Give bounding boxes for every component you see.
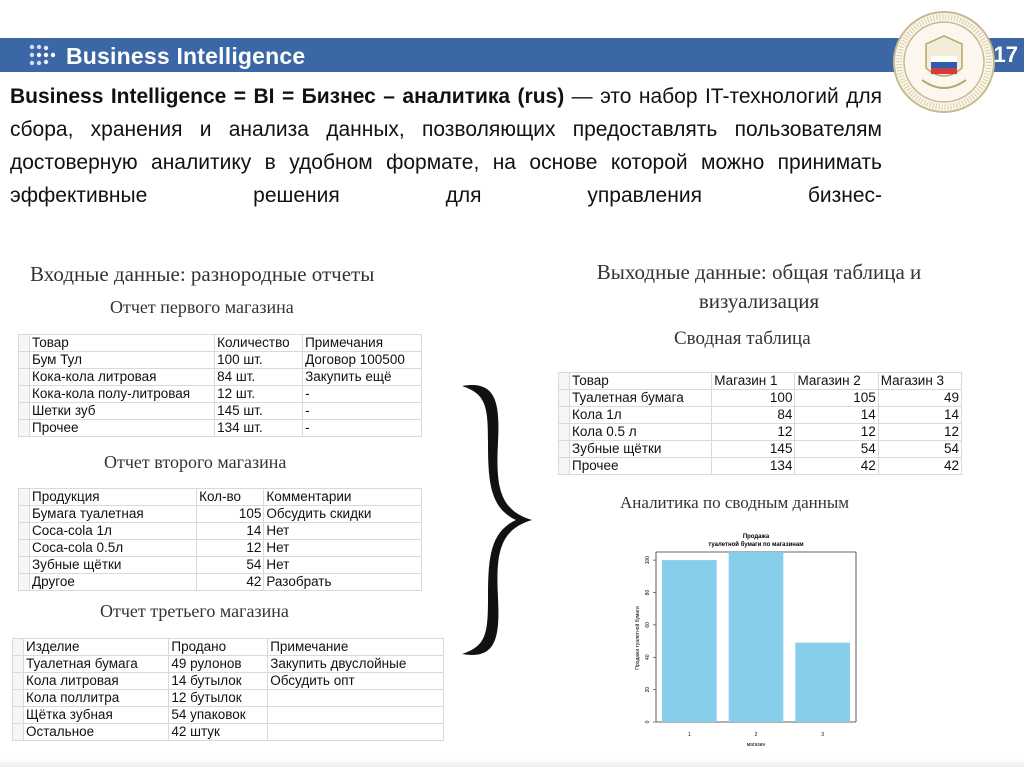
store1-table — [18, 334, 422, 437]
table-cell — [268, 724, 444, 741]
table-cell: Разобрать — [264, 574, 422, 591]
footer-shadow — [0, 759, 1024, 767]
table-cell: 14 — [197, 523, 264, 540]
row-number-cell — [19, 489, 30, 506]
table-header-cell: Количество — [215, 335, 303, 352]
table-cell: 42 — [878, 458, 961, 475]
table-cell: 49 рулонов — [169, 656, 268, 673]
table-cell: Кола 1л — [570, 407, 712, 424]
table-row — [559, 424, 962, 441]
table-row — [19, 523, 422, 540]
table-cell: Закупить ещё — [303, 369, 422, 386]
page-number: 17 — [993, 42, 1018, 67]
table-cell: 54 — [197, 557, 264, 574]
table-cell: 14 — [795, 407, 878, 424]
table-cell: Обсудить опт — [268, 673, 444, 690]
pivot-title: Сводная таблица — [674, 328, 811, 349]
table-row — [559, 441, 962, 458]
university-seal-icon — [892, 10, 996, 114]
table-cell: - — [303, 420, 422, 437]
table-cell: 12 шт. — [215, 386, 303, 403]
table-cell: Кола литровая — [24, 673, 169, 690]
table-row — [19, 386, 422, 403]
row-number-cell — [19, 369, 30, 386]
table-row — [13, 724, 444, 741]
chart-bar — [795, 643, 850, 722]
table-row — [13, 673, 444, 690]
table-cell: 12 бутылок — [169, 690, 268, 707]
row-number-cell — [559, 458, 570, 475]
table-cell: 54 упаковок — [169, 707, 268, 724]
table-cell: Нет — [264, 523, 422, 540]
table-cell: Кола 0.5 л — [570, 424, 712, 441]
table-header-cell: Товар — [570, 373, 712, 390]
table-header-row — [13, 639, 444, 656]
row-number-cell — [19, 420, 30, 437]
table-row — [559, 458, 962, 475]
table-cell: Прочее — [570, 458, 712, 475]
row-number-cell — [13, 673, 24, 690]
title-bar — [0, 38, 1024, 72]
table-cell: 134 — [712, 458, 795, 475]
table-cell: 145 шт. — [215, 403, 303, 420]
table-cell: 54 — [878, 441, 961, 458]
table-row — [13, 656, 444, 673]
table-cell: 42 штук — [169, 724, 268, 741]
row-number-cell — [19, 403, 30, 420]
table-row — [19, 557, 422, 574]
row-number-cell — [559, 441, 570, 458]
store2-title: Отчет второго магазина — [104, 452, 287, 472]
table-cell: Договор 100500 — [303, 352, 422, 369]
table-row — [13, 707, 444, 724]
table-cell: 100 шт. — [215, 352, 303, 369]
table-header-cell: Кол-во — [197, 489, 264, 506]
table-cell: 145 — [712, 441, 795, 458]
row-number-cell — [559, 373, 570, 390]
table-header-row — [19, 335, 422, 352]
y-tick-label: 80 — [645, 589, 651, 596]
y-tick-label: 60 — [645, 622, 651, 628]
row-number-cell — [13, 656, 24, 673]
table-cell — [268, 707, 444, 724]
table-cell: Бум Тул — [30, 352, 215, 369]
chart-bar — [662, 560, 717, 722]
table-header-cell: Товар — [30, 335, 215, 352]
table-cell: 54 — [795, 441, 878, 458]
table-cell: Coca-cola 1л — [30, 523, 197, 540]
table-cell: Нет — [264, 557, 422, 574]
store2-table — [18, 488, 422, 591]
table-cell: Щётка зубная — [24, 707, 169, 724]
row-number-cell — [19, 540, 30, 557]
chart-title-line-1: Продажа — [742, 534, 770, 540]
intro-paragraph — [10, 80, 882, 212]
x-tick-label: 3 — [821, 732, 825, 738]
dots-logo-icon — [28, 43, 58, 67]
table-row — [13, 690, 444, 707]
table-cell: Зубные щётки — [570, 441, 712, 458]
row-number-cell — [19, 335, 30, 352]
table-cell: Шетки зуб — [30, 403, 215, 420]
table-cell: 49 — [878, 390, 961, 407]
table-cell: - — [303, 403, 422, 420]
bi-definition: — это набор IT-технологий для сбора, хранения и анализа данных, позволяющих предоставлять пользователям достоверную аналитику в удобном формате, на основе которой можно принимать эффективные решения для управления бизнес- — [10, 85, 882, 207]
table-cell: Coca-cola 0.5л — [30, 540, 197, 557]
table-cell: 14 — [878, 407, 961, 424]
row-number-cell — [559, 390, 570, 407]
table-row — [19, 540, 422, 557]
table-cell: Другое — [30, 574, 197, 591]
table-row — [19, 403, 422, 420]
row-number-cell — [13, 690, 24, 707]
x-tick-label: 2 — [754, 732, 758, 738]
table-row — [559, 407, 962, 424]
table-header-cell: Магазин 3 — [878, 373, 961, 390]
table-cell: Обсудить скидки — [264, 506, 422, 523]
table-cell: 42 — [197, 574, 264, 591]
row-number-cell — [13, 724, 24, 741]
toilet-paper-bar-chart — [630, 530, 860, 752]
table-cell: - — [303, 386, 422, 403]
table-cell: Туалетная бумага — [24, 656, 169, 673]
table-cell: 12 — [795, 424, 878, 441]
table-row — [19, 420, 422, 437]
table-cell: Кока-кола литровая — [30, 369, 215, 386]
store3-title: Отчет третьего магазина — [100, 601, 289, 621]
table-cell: 105 — [197, 506, 264, 523]
table-cell: Бумага туалетная — [30, 506, 197, 523]
chart-ylabel: Продажи туалетной бумаги — [635, 606, 641, 670]
row-number-cell — [19, 386, 30, 403]
table-cell: 14 бутылок — [169, 673, 268, 690]
row-number-cell — [13, 707, 24, 724]
table-row — [19, 352, 422, 369]
store3-table — [12, 638, 444, 741]
table-cell: Туалетная бумага — [570, 390, 712, 407]
table-header-cell: Магазин 1 — [712, 373, 795, 390]
bi-term: Business Intelligence = BI = Бизнес – аналитика (rus) — [10, 85, 565, 108]
table-header-cell: Примечание — [268, 639, 444, 656]
row-number-cell — [19, 574, 30, 591]
table-header-cell: Магазин 2 — [795, 373, 878, 390]
row-number-cell — [19, 557, 30, 574]
store1-title: Отчет первого магазина — [110, 297, 294, 317]
table-cell: 42 — [795, 458, 878, 475]
table-cell: 100 — [712, 390, 795, 407]
table-cell: Остальное — [24, 724, 169, 741]
chart-title-line-2: туалетной бумаги по магазинам — [708, 542, 804, 548]
table-cell: 12 — [197, 540, 264, 557]
table-cell: 12 — [878, 424, 961, 441]
table-row — [19, 506, 422, 523]
table-row — [19, 574, 422, 591]
row-number-cell — [19, 506, 30, 523]
y-tick-label: 100 — [645, 555, 651, 565]
table-cell: 12 — [712, 424, 795, 441]
row-number-cell — [19, 352, 30, 369]
table-cell: Кока-кола полу-литровая — [30, 386, 215, 403]
table-cell: Нет — [264, 540, 422, 557]
table-row — [559, 390, 962, 407]
table-header-cell: Изделие — [24, 639, 169, 656]
table-cell: 84 — [712, 407, 795, 424]
table-cell: Зубные щётки — [30, 557, 197, 574]
table-cell: 105 — [795, 390, 878, 407]
table-header-cell: Примечания — [303, 335, 422, 352]
table-cell: Кола поллитра — [24, 690, 169, 707]
table-cell: 84 шт. — [215, 369, 303, 386]
table-header-cell: Продано — [169, 639, 268, 656]
input-heading: Входные данные: разнородные отчеты — [30, 262, 375, 286]
y-tick-label: 20 — [645, 686, 651, 693]
y-tick-label: 40 — [645, 654, 651, 661]
slide-title: Business Intelligence — [66, 43, 306, 69]
row-number-cell — [559, 407, 570, 424]
table-header-cell: Комментарии — [264, 489, 422, 506]
table-header-cell: Продукция — [30, 489, 197, 506]
row-number-cell — [559, 424, 570, 441]
chart-xlabel: магазин — [746, 742, 766, 748]
analytics-title: Аналитика по сводным данным — [620, 493, 850, 512]
table-cell: 134 шт. — [215, 420, 303, 437]
table-cell: Закупить двуслойные — [268, 656, 444, 673]
table-header-row — [19, 489, 422, 506]
table-cell — [268, 690, 444, 707]
curly-brace-icon — [440, 372, 540, 668]
row-number-cell — [19, 523, 30, 540]
output-heading: Выходные данные: общая таблица и визуализация — [596, 260, 922, 313]
table-header-row — [559, 373, 962, 390]
pivot-table — [558, 372, 962, 475]
table-cell: Прочее — [30, 420, 215, 437]
x-tick-label: 1 — [687, 732, 691, 738]
table-row — [19, 369, 422, 386]
row-number-cell — [13, 639, 24, 656]
y-tick-label: 0 — [645, 720, 651, 724]
chart-bar — [729, 552, 784, 722]
